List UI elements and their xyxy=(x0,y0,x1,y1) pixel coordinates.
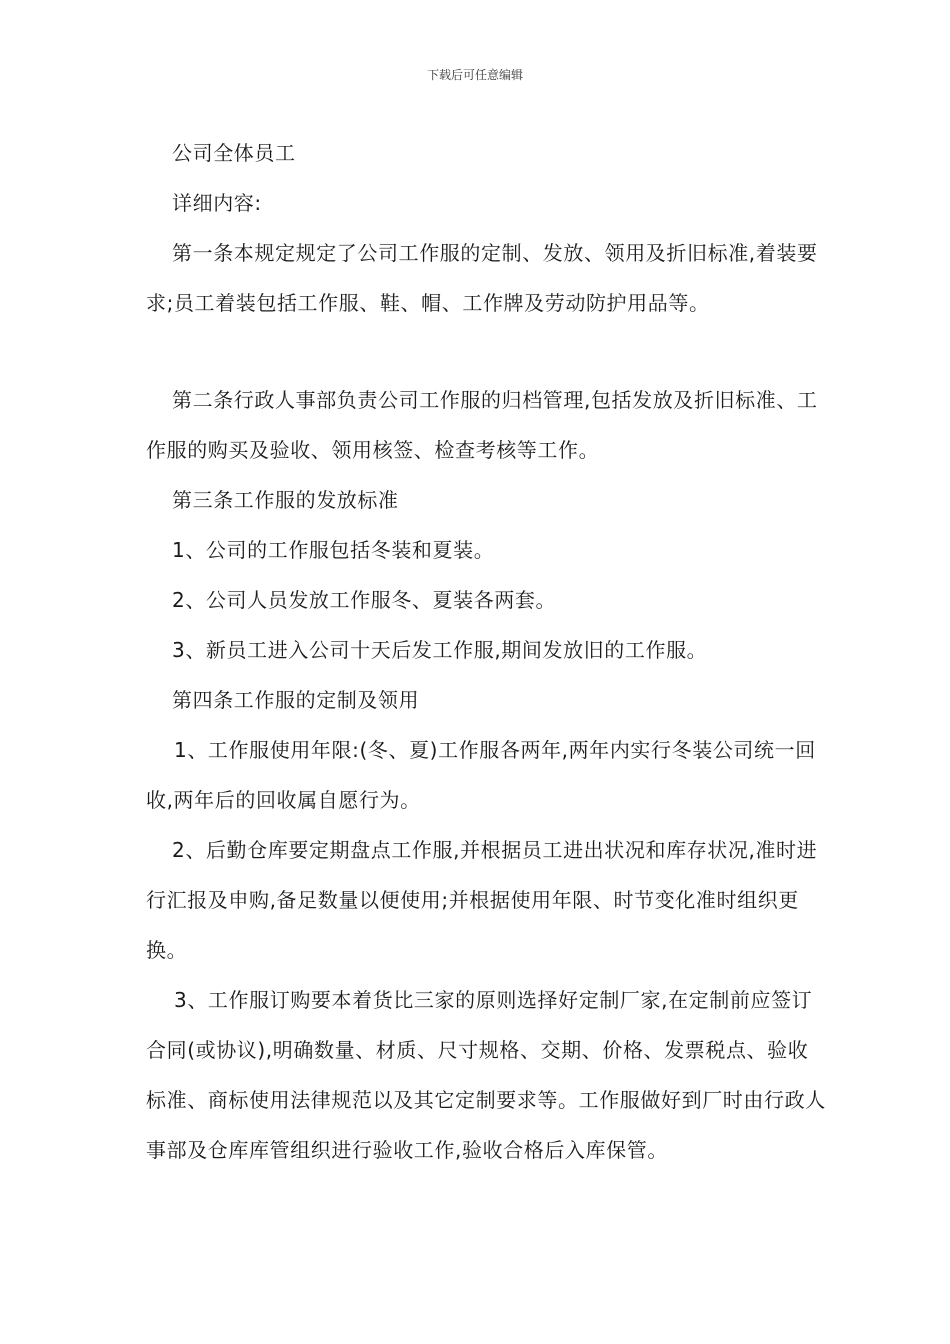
paragraph-article-1: 第一条本规定规定了公司工作服的定制、发放、领用及折旧标准,着装要求;员工着装包括工作服、鞋、帽、工作牌及劳动防护用品等。 xyxy=(146,241,818,315)
paragraph-details-label: 详细内容: xyxy=(172,191,262,215)
paragraph-article-3-item-2: 2、公司人员发放工作服冬、夏装各两套。 xyxy=(172,588,557,612)
body-text-top xyxy=(146,128,826,328)
page-header: 下载后可任意编辑 xyxy=(426,68,523,82)
paragraph-article-3-item-1: 1、公司的工作服包括冬装和夏装。 xyxy=(172,538,495,562)
paragraph-article-4-item-3: 3、工作服订购要本着货比三家的原则选择好定制厂家,在定制前应签订合同(或协议),明确数量、材质、尺寸规格、交期、价格、发票税点、验收标准、商标使用法律规范以及其它定制要求等。工作服做好到厂时由行政人事部及仓库库管组织进行验收工作,验收合格后入库保管。 xyxy=(146,988,826,1162)
paragraph-article-2: 第二条行政人事部负责公司工作服的归档管理,包括发放及折旧标准、工作服的购买及验收、领用核签、检查考核等工作。 xyxy=(146,388,818,462)
paragraph-recipients: 公司全体员工 xyxy=(172,141,296,165)
paragraph-article-4: 第四条工作服的定制及领用 xyxy=(172,688,420,712)
paragraph-article-4-item-2: 2、后勤仓库要定期盘点工作服,并根据员工进出状况和库存状况,准时进行汇报及申购,备足数量以便使用;并根据使用年限、时节变化准时组织更换。 xyxy=(146,838,818,962)
body-text-main xyxy=(146,375,826,1175)
paragraph-article-3-item-3: 3、新员工进入公司十天后发工作服,期间发放旧的工作服。 xyxy=(172,638,708,662)
paragraph-article-4-item-1: 1、工作服使用年限:(冬、夏)工作服各两年,两年内实行冬装公司统一回收,两年后的回收属自愿行为。 xyxy=(146,738,816,812)
paragraph-article-3: 第三条工作服的发放标准 xyxy=(172,488,399,512)
